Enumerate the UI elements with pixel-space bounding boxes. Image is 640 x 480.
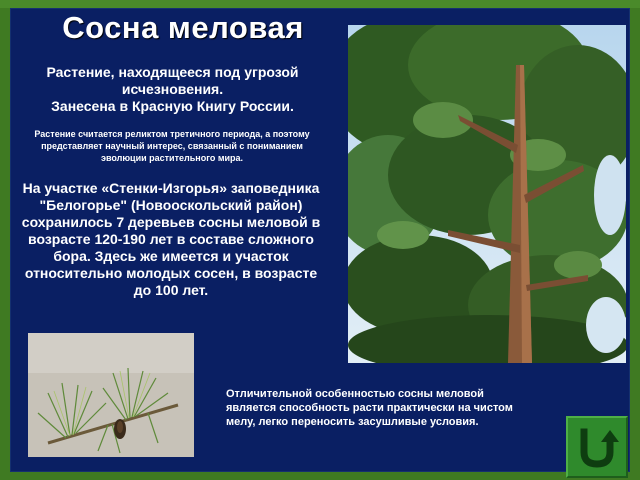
frame-top-bar bbox=[0, 0, 640, 8]
page-title: Сосна меловая bbox=[62, 10, 304, 45]
return-arrow-icon bbox=[568, 418, 626, 476]
subtitle-line-1: Растение, находящееся под угрозой исчезновения. bbox=[46, 64, 299, 97]
return-button[interactable] bbox=[566, 416, 628, 478]
reserve-description: На участке «Стенки-Изгорья» заповедника "Белогорье" (Новооскольский район) сохранилось 7 деревьев сосны меловой в возрасте 120-190 лет в составе сложного бора. Здесь же имеется и участок относительно молодых сосен, в возрасте до 100 лет. bbox=[21, 180, 321, 298]
subtitle-line-2: Занесена в Красную Книгу России. bbox=[51, 98, 294, 114]
pine-tree-photo bbox=[348, 25, 626, 363]
relict-note: Растение считается реликтом третичного периода, а поэтому представляет научный интерес, связанный с пониманием эволюции растительного мира. bbox=[34, 129, 310, 163]
subtitle-block bbox=[20, 64, 325, 115]
feature-caption: Отличительной особенностью сосны меловой является способность расти практически на чистом мелу, легко переносить засушливые условия. bbox=[226, 388, 513, 428]
pine-branch-photo bbox=[28, 333, 194, 457]
